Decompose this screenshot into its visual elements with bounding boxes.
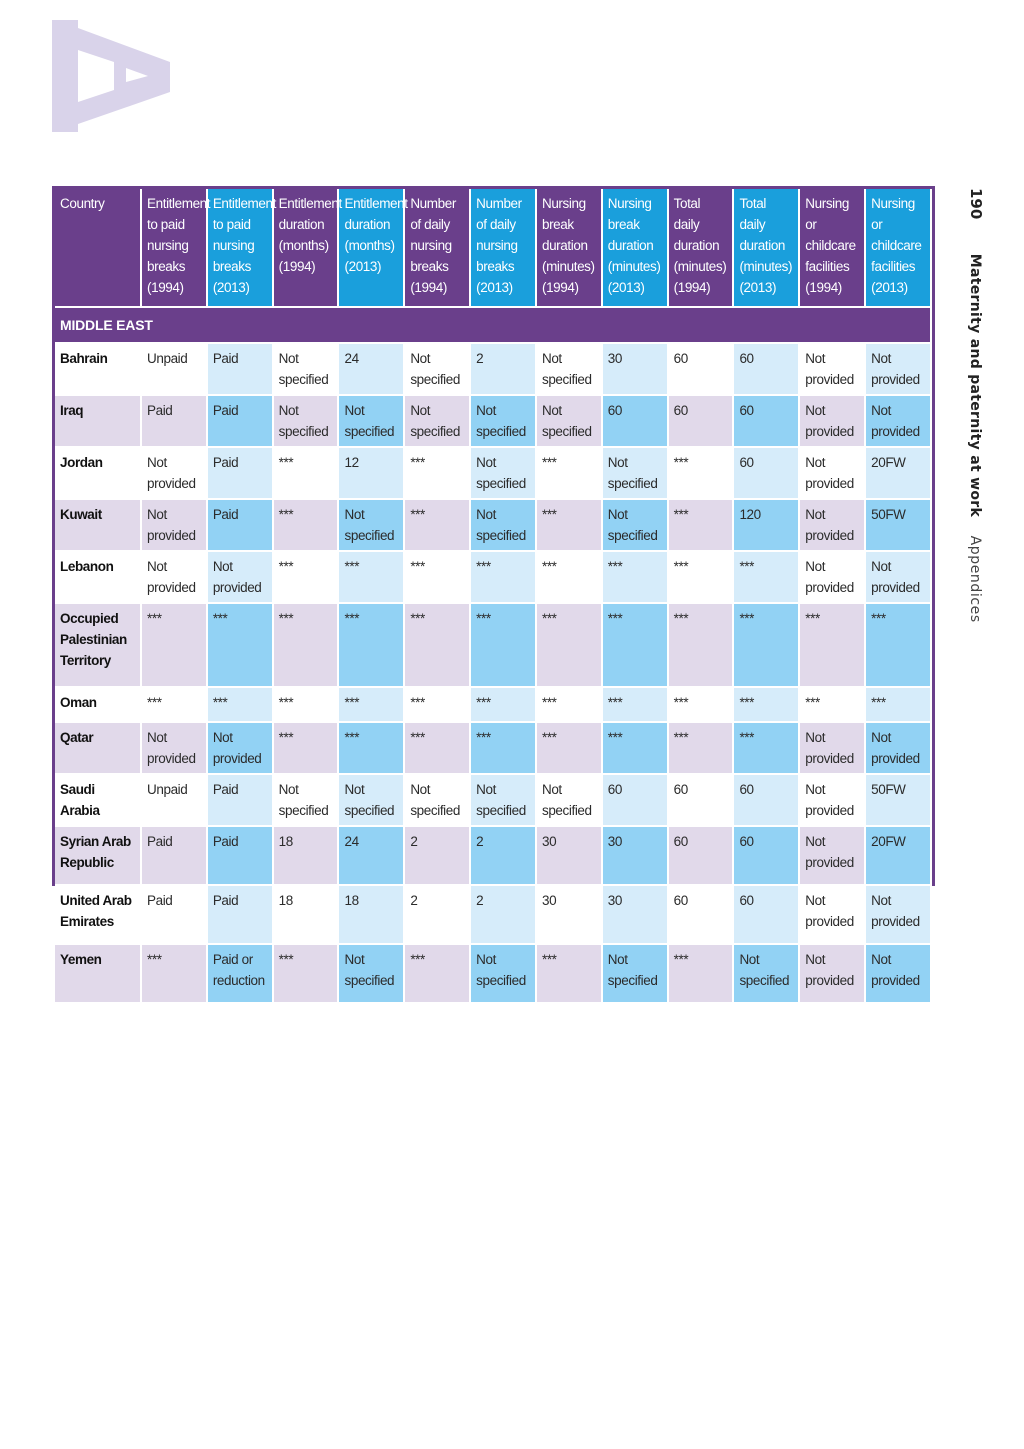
table-cell: 24	[338, 343, 404, 395]
table-cell: 60	[668, 774, 734, 826]
table-cell: Paid	[207, 395, 273, 447]
country-cell: Oman	[55, 687, 141, 722]
table-cell: Not specified	[602, 447, 668, 499]
table-cell: Not provided	[799, 944, 865, 1003]
table-row	[55, 722, 931, 774]
table-cell: Not provided	[799, 499, 865, 551]
table-row	[55, 447, 931, 499]
header-column-5: Number of daily nursing breaks (1994)	[404, 189, 470, 307]
header-column-4: Entitlement duration (months) (2013)	[338, 189, 404, 307]
country-cell: Occupied Palestinian Territory	[55, 603, 141, 687]
table-cell: ***	[733, 603, 799, 687]
table-cell: Not provided	[141, 499, 207, 551]
table-cell: Not specified	[470, 395, 536, 447]
table-cell: 30	[536, 826, 602, 885]
table-row	[55, 944, 931, 1003]
page-number: 190	[967, 188, 985, 220]
table-cell: 60	[668, 826, 734, 885]
table-cell: Not provided	[865, 885, 931, 944]
table-cell: Not specified	[470, 944, 536, 1003]
table-cell: Paid	[207, 826, 273, 885]
table-cell: Not specified	[404, 774, 470, 826]
table-cell: Not provided	[799, 551, 865, 603]
table-cell: ***	[470, 687, 536, 722]
table-cell: Not provided	[207, 722, 273, 774]
header-country: Country	[55, 189, 141, 307]
table-cell: Not specified	[733, 944, 799, 1003]
table-cell: ***	[733, 687, 799, 722]
table-row	[55, 499, 931, 551]
table-cell: Not specified	[602, 499, 668, 551]
country-cell: Saudi Arabia	[55, 774, 141, 826]
table-cell: ***	[602, 603, 668, 687]
table-cell: 2	[404, 826, 470, 885]
header-column-2: Entitlement to paid nursing breaks (2013)	[207, 189, 273, 307]
country-cell: Iraq	[55, 395, 141, 447]
table-cell: Not provided	[865, 343, 931, 395]
table-cell: ***	[338, 722, 404, 774]
table-cell: Not specified	[404, 343, 470, 395]
table-row	[55, 826, 931, 885]
table-cell: Not specified	[338, 395, 404, 447]
table-row	[55, 774, 931, 826]
table-cell: 12	[338, 447, 404, 499]
table-cell: Not provided	[141, 551, 207, 603]
table-cell: ***	[273, 687, 339, 722]
table-cell: 50FW	[865, 774, 931, 826]
table-cell: 30	[536, 885, 602, 944]
table-cell: ***	[273, 944, 339, 1003]
table-cell: 30	[602, 343, 668, 395]
table-cell: ***	[602, 722, 668, 774]
table-cell: Paid	[141, 395, 207, 447]
table-cell: Not specified	[602, 944, 668, 1003]
table-cell: ***	[207, 687, 273, 722]
table-row	[55, 551, 931, 603]
table-cell: Not provided	[141, 447, 207, 499]
country-cell: Bahrain	[55, 343, 141, 395]
table-row	[55, 687, 931, 722]
table-cell: ***	[536, 551, 602, 603]
table-cell: 60	[733, 395, 799, 447]
table-cell: Not specified	[273, 343, 339, 395]
table-cell: 60	[668, 885, 734, 944]
table-cell: ***	[668, 722, 734, 774]
table-cell: 60	[668, 395, 734, 447]
table-cell: Not provided	[799, 395, 865, 447]
header-column-11: Nursing or childcare facilities (1994)	[799, 189, 865, 307]
table-cell: Not provided	[799, 447, 865, 499]
table-cell: 30	[602, 826, 668, 885]
table-cell: ***	[207, 603, 273, 687]
table-cell: Not specified	[338, 499, 404, 551]
country-cell: United Arab Emirates	[55, 885, 141, 944]
table-cell: ***	[536, 687, 602, 722]
table-cell: 2	[470, 885, 536, 944]
table-cell: ***	[404, 944, 470, 1003]
header-column-6: Number of daily nursing breaks (2013)	[470, 189, 536, 307]
header-column-10: Total daily duration (minutes) (2013)	[733, 189, 799, 307]
country-cell: Kuwait	[55, 499, 141, 551]
table-cell: ***	[536, 447, 602, 499]
table-cell: ***	[536, 722, 602, 774]
table-cell: Unpaid	[141, 343, 207, 395]
table-cell: Not specified	[470, 774, 536, 826]
table-cell: ***	[338, 551, 404, 603]
table-cell: Not provided	[799, 722, 865, 774]
table-cell: ***	[668, 687, 734, 722]
table-cell: ***	[273, 499, 339, 551]
table-cell: 60	[733, 774, 799, 826]
table-cell: Not provided	[799, 774, 865, 826]
table-cell: 60	[602, 395, 668, 447]
table-cell: ***	[470, 551, 536, 603]
header-column-1: Entitlement to paid nursing breaks (1994)	[141, 189, 207, 307]
table-cell: ***	[799, 687, 865, 722]
header-column-9: Total daily duration (minutes) (1994)	[668, 189, 734, 307]
table-cell: 60	[733, 826, 799, 885]
table-cell: ***	[470, 603, 536, 687]
table-cell: Not provided	[865, 551, 931, 603]
nursing-breaks-table	[52, 186, 935, 988]
running-title: Maternity and paternity at work	[967, 253, 983, 518]
table-cell: Paid or reduction	[207, 944, 273, 1003]
table-cell: 2	[470, 343, 536, 395]
table-cell: ***	[141, 603, 207, 687]
table-cell: 24	[338, 826, 404, 885]
table-cell: Not specified	[273, 395, 339, 447]
table-cell: Not specified	[470, 499, 536, 551]
table-cell: ***	[404, 603, 470, 687]
table-cell: ***	[668, 944, 734, 1003]
table-cell: ***	[338, 687, 404, 722]
table-cell: 50FW	[865, 499, 931, 551]
table-cell: 60	[733, 885, 799, 944]
table-row	[55, 603, 931, 687]
table-cell: ***	[338, 603, 404, 687]
table-cell: Not specified	[404, 395, 470, 447]
table-cell: ***	[404, 499, 470, 551]
table-cell: 60	[668, 343, 734, 395]
table-cell: ***	[404, 551, 470, 603]
table-cell: ***	[733, 722, 799, 774]
table-cell: Not provided	[207, 551, 273, 603]
table-cell: ***	[602, 551, 668, 603]
table-cell: 60	[602, 774, 668, 826]
table-cell: Not specified	[338, 774, 404, 826]
table-cell: ***	[668, 499, 734, 551]
table-cell: 18	[273, 826, 339, 885]
table-cell: Not provided	[865, 944, 931, 1003]
table-cell: ***	[799, 603, 865, 687]
table-cell: Not specified	[273, 774, 339, 826]
country-cell: Yemen	[55, 944, 141, 1003]
table-cell: 2	[404, 885, 470, 944]
table-cell: Not provided	[141, 722, 207, 774]
table-cell: ***	[141, 944, 207, 1003]
table-cell: 18	[338, 885, 404, 944]
header-column-3: Entitlement duration (months) (1994)	[273, 189, 339, 307]
table-cell: ***	[141, 687, 207, 722]
table-cell: Not specified	[536, 774, 602, 826]
table-cell: 2	[470, 826, 536, 885]
table-cell: 60	[733, 447, 799, 499]
header-column-7: Nursing break duration (minutes) (1994)	[536, 189, 602, 307]
table-cell: ***	[404, 687, 470, 722]
section-letter-watermark	[52, 20, 170, 132]
table-cell: Not specified	[470, 447, 536, 499]
table-row	[55, 395, 931, 447]
table-cell: 18	[273, 885, 339, 944]
table-cell: ***	[273, 722, 339, 774]
table-row	[55, 885, 931, 944]
table-cell: Paid	[207, 447, 273, 499]
table-cell: ***	[602, 687, 668, 722]
table-cell: ***	[865, 603, 931, 687]
header-column-12: Nursing or childcare facilities (2013)	[865, 189, 931, 307]
table-cell: Paid	[141, 826, 207, 885]
table-cell: 30	[602, 885, 668, 944]
table-cell: Paid	[141, 885, 207, 944]
table-cell: Not provided	[865, 395, 931, 447]
header-column-8: Nursing break duration (minutes) (2013)	[602, 189, 668, 307]
country-cell: Qatar	[55, 722, 141, 774]
running-section: Appendices	[967, 535, 983, 623]
region-heading: MIDDLE EAST	[55, 307, 931, 343]
table-cell: ***	[668, 447, 734, 499]
country-cell: Jordan	[55, 447, 141, 499]
country-cell: Lebanon	[55, 551, 141, 603]
table-cell: ***	[668, 603, 734, 687]
table-cell: Not provided	[799, 885, 865, 944]
table-cell: Unpaid	[141, 774, 207, 826]
table-row	[55, 343, 931, 395]
table-cell: 60	[733, 343, 799, 395]
table-cell: Not provided	[799, 826, 865, 885]
table-cell: Not specified	[338, 944, 404, 1003]
table-cell: ***	[273, 551, 339, 603]
table-cell: ***	[404, 447, 470, 499]
table-cell: Paid	[207, 343, 273, 395]
running-header	[958, 188, 994, 708]
table-cell: ***	[470, 722, 536, 774]
table-cell: Not provided	[799, 343, 865, 395]
table-cell: Paid	[207, 499, 273, 551]
table-cell: Paid	[207, 885, 273, 944]
table-cell: ***	[273, 603, 339, 687]
table-cell: 20FW	[865, 447, 931, 499]
table-cell: 120	[733, 499, 799, 551]
table-cell: 20FW	[865, 826, 931, 885]
table-cell: ***	[733, 551, 799, 603]
table-cell: ***	[536, 603, 602, 687]
table-cell: Paid	[207, 774, 273, 826]
table-cell: ***	[536, 499, 602, 551]
country-cell: Syrian Arab Republic	[55, 826, 141, 885]
table-cell: ***	[865, 687, 931, 722]
table-cell: ***	[536, 944, 602, 1003]
table-cell: ***	[404, 722, 470, 774]
table-cell: ***	[668, 551, 734, 603]
table-cell: Not specified	[536, 395, 602, 447]
table-cell: Not specified	[536, 343, 602, 395]
table-cell: Not provided	[865, 722, 931, 774]
table-cell: ***	[273, 447, 339, 499]
